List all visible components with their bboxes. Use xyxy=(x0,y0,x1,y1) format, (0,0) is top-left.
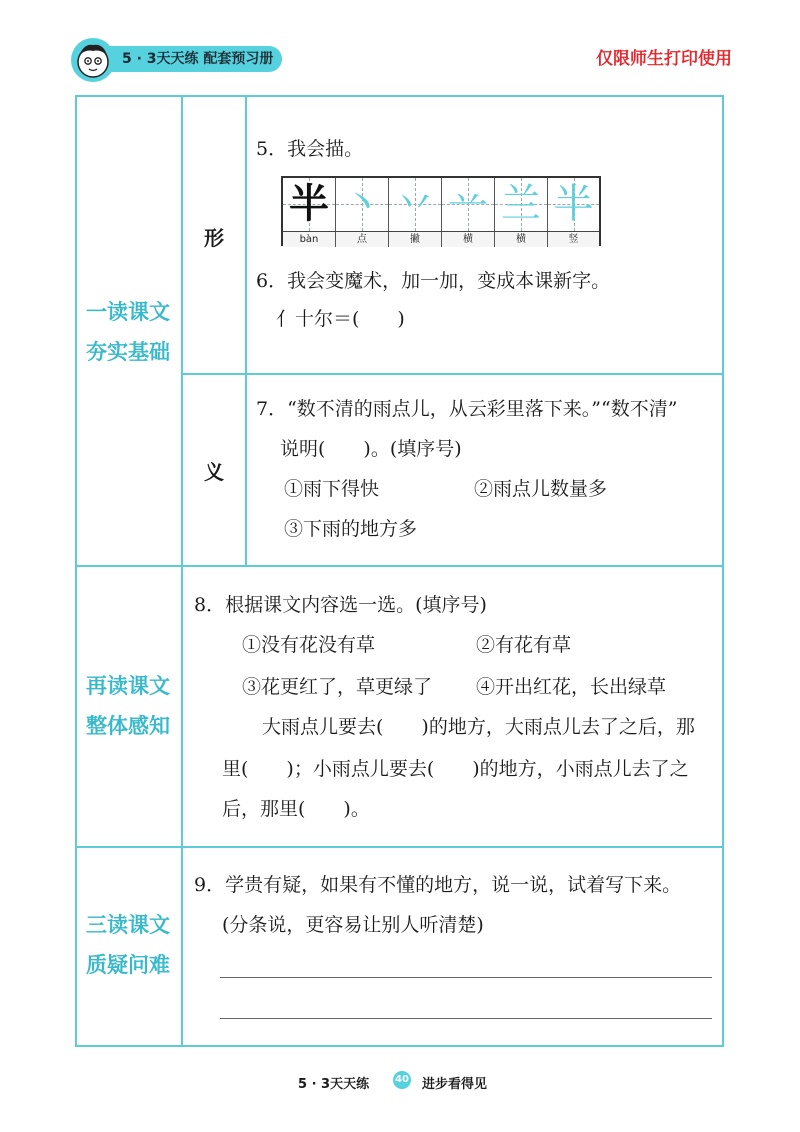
question-7-option-2: ②雨点儿数量多 xyxy=(474,478,608,500)
question-7-option-1: ①雨下得快 xyxy=(284,478,380,500)
question-7: 7．“数不清的雨点儿，从云彩里落下来。”“数不清” xyxy=(256,398,678,420)
stroke-label: 点 xyxy=(336,232,389,247)
question-7-prompt[interactable]: 说明( )。(填序号) xyxy=(280,438,462,460)
stroke-label-row xyxy=(283,231,599,247)
question-9-hint: (分条说，更容易让别人听清楚) xyxy=(222,914,484,936)
question-7-option-3: ③下雨的地方多 xyxy=(284,518,418,540)
section-2-line2: 整体感知 xyxy=(86,714,170,738)
page-number: 40 xyxy=(393,1071,411,1089)
stroke-label: 竖 xyxy=(568,234,579,245)
question-6: 6．我会变魔术，加一加，变成本课新字。 xyxy=(256,270,611,292)
trace-character: 丷 xyxy=(395,181,435,227)
question-8-option-3: ③花更红了，草更绿了 xyxy=(242,676,433,698)
table-border-right xyxy=(722,95,724,1047)
footer-slogan: 进步看得见 xyxy=(422,1077,488,1092)
section-3-line1: 三读课文 xyxy=(86,913,170,937)
print-notice: 仅限师生打印使用 xyxy=(596,49,732,69)
stroke-label: 横 xyxy=(442,232,495,247)
subsection-xing: 形 xyxy=(204,226,224,250)
answer-line-2[interactable] xyxy=(220,1018,712,1019)
question-6-formula[interactable]: 亻十尔＝( ) xyxy=(276,308,405,330)
question-8-option-4: ④开出红花，长出绿草 xyxy=(476,676,667,698)
row-divider-xing-yi xyxy=(181,373,724,375)
tracing-grid xyxy=(281,176,601,246)
table-border-bottom xyxy=(75,1045,724,1047)
grid-cell-stroke-5[interactable] xyxy=(548,178,599,231)
question-8-fill-line-2[interactable]: 里( )；小雨点儿要去( )的地方，小雨点儿去了之 xyxy=(222,758,689,780)
trace-character: 兰 xyxy=(501,181,541,227)
question-8-fill-line-1[interactable]: 大雨点儿要去( )的地方，大雨点儿去了之后，那 xyxy=(262,716,695,738)
pinyin-label: bàn xyxy=(283,232,336,247)
trace-character: 半 xyxy=(553,181,594,227)
question-8: 8．根据课文内容选一选。(填序号) xyxy=(194,594,487,616)
grid-cell-stroke-2[interactable] xyxy=(389,178,442,231)
section-3-line2: 质疑问难 xyxy=(86,953,170,977)
section-3-label xyxy=(75,905,181,985)
question-8-option-2: ②有花有草 xyxy=(476,634,572,656)
section-2-label xyxy=(75,666,181,746)
subsection-yi: 义 xyxy=(204,460,224,484)
model-character: 半 xyxy=(289,181,329,227)
grid-cell-stroke-1[interactable] xyxy=(336,178,389,231)
subcolumn-divider xyxy=(245,95,247,565)
section-1-label xyxy=(75,292,181,372)
table-border-top xyxy=(75,95,724,97)
trace-character: 丶 xyxy=(342,181,382,227)
section-1-line2: 夯实基础 xyxy=(86,340,170,364)
grid-cell-stroke-4[interactable] xyxy=(495,178,548,231)
stroke-label: 横 xyxy=(495,232,548,247)
section-1-line1: 一读课文 xyxy=(86,300,170,324)
grid-cell-stroke-3[interactable] xyxy=(442,178,495,231)
grid-cell-model xyxy=(283,178,336,231)
mascot-icon xyxy=(70,37,116,83)
question-8-fill-line-3[interactable]: 后，那里( )。 xyxy=(222,798,370,820)
footer-brand: 5 · 3天天练 xyxy=(298,1077,370,1092)
question-5: 5．我会描。 xyxy=(256,138,364,160)
stroke-label: 撇 xyxy=(389,232,442,247)
question-9: 9．学贵有疑，如果有不懂的地方，说一说，试着写下来。 xyxy=(194,874,682,896)
answer-line-1[interactable] xyxy=(220,977,712,978)
trace-character: 䒑 xyxy=(448,181,488,227)
row-divider-section-3 xyxy=(75,846,724,848)
section-2-line1: 再读课文 xyxy=(86,674,170,698)
row-divider-section-2 xyxy=(75,565,724,567)
question-8-option-1: ①没有花没有草 xyxy=(242,634,376,656)
brand-title: 5 · 3天天练 配套预习册 xyxy=(122,51,274,67)
